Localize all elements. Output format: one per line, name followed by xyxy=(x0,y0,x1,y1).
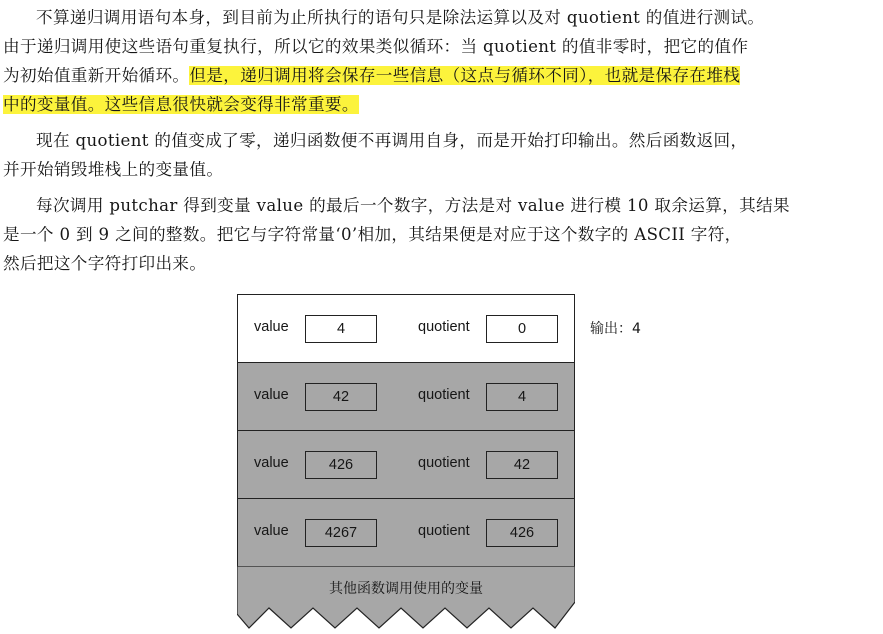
value-box: 4267 xyxy=(305,519,377,547)
quotient-label: quotient xyxy=(418,455,470,471)
highlight-part2: 中的变量值。这些信息很快就会变得非常重要。 xyxy=(3,95,359,114)
quotient-label: quotient xyxy=(418,523,470,539)
body-text xyxy=(3,3,881,285)
value-label: value xyxy=(254,319,289,335)
value-label: value xyxy=(254,523,289,539)
value-label: value xyxy=(254,387,289,403)
p1-line1: 不算递归调用语句本身，到目前为止所执行的语句只是除法运算以及对 quotient 的值进行测试。 xyxy=(36,8,765,27)
quotient-box: 426 xyxy=(486,519,558,547)
other-variables-region xyxy=(237,566,575,632)
value-box: 426 xyxy=(305,451,377,479)
value-box: 4 xyxy=(305,315,377,343)
value-box: 42 xyxy=(305,383,377,411)
p3-line2: 是一个 0 到 9 之间的整数。把它与字符常量‘0’相加，其结果便是对应于这个数字的 ASCII 字符， xyxy=(3,225,742,244)
quotient-box: 0 xyxy=(486,315,558,343)
other-variables-label: 其他函数调用使用的变量 xyxy=(329,581,483,597)
p3-line3: 然后把这个字符打印出来。 xyxy=(3,254,207,273)
stack-frame-2 xyxy=(237,362,575,431)
stack-frame-4 xyxy=(237,498,575,567)
p1-line3: 为初始值重新开始循环。 xyxy=(3,66,190,85)
value-label: value xyxy=(254,455,289,471)
paragraph-quotient-zero xyxy=(3,126,881,184)
highlight-part1: 但是，递归调用将会保存一些信息（这点与循环不同），也就是保存在堆栈 xyxy=(189,66,741,85)
p3-line1: 每次调用 putchar 得到变量 value 的最后一个数字，方法是对 value 进行模 10 取余运算，其结果 xyxy=(36,196,790,215)
paragraph-putchar xyxy=(3,191,881,278)
quotient-box: 42 xyxy=(486,451,558,479)
paragraph-recursion-effect xyxy=(3,3,881,119)
quotient-label: quotient xyxy=(418,319,470,335)
output-label: 输出：4 xyxy=(590,321,641,337)
p2-line1: 现在 quotient 的值变成了零，递归函数便不再调用自身，而是开始打印输出。然后函数返回， xyxy=(36,131,748,150)
quotient-box: 4 xyxy=(486,383,558,411)
stack-frame-3 xyxy=(237,430,575,499)
quotient-label: quotient xyxy=(418,387,470,403)
p2-line2: 并开始销毁堆栈上的变量值。 xyxy=(3,160,224,179)
p1-line2: 由于递归调用使这些语句重复执行，所以它的效果类似循环：当 quotient 的值非零时，把它的值作 xyxy=(3,37,749,56)
stack-frame-1 xyxy=(237,294,575,363)
